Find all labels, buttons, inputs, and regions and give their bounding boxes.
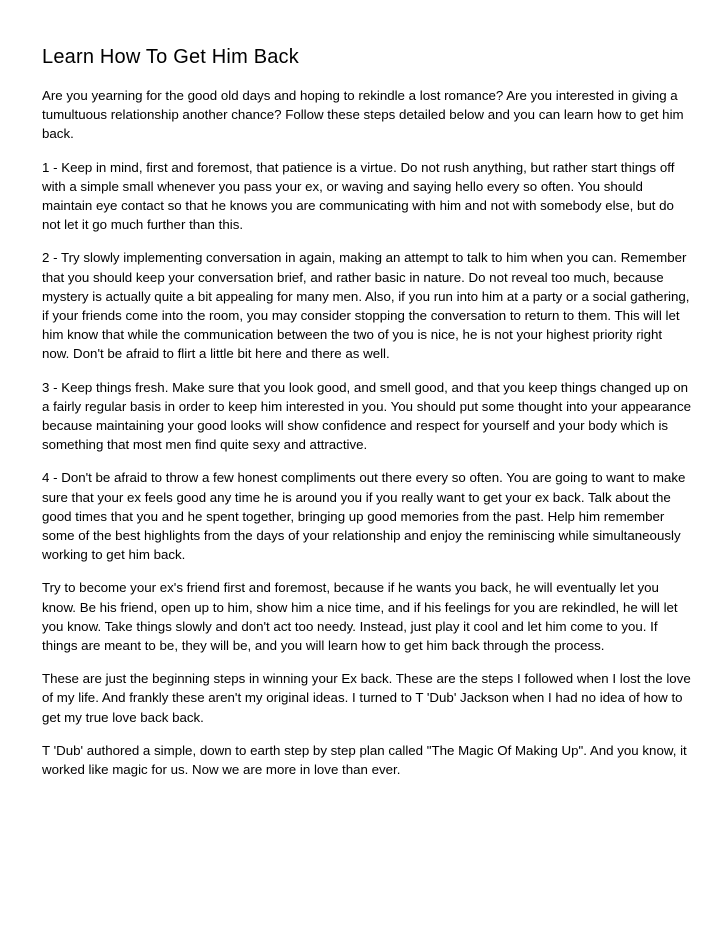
step-1-paragraph: 1 - Keep in mind, first and foremost, that patience is a virtue. Do not rush anything, but rather start things off with a simple small whenever you pass your ex, or waving and saying hello every so often. You should maintain eye contact so that he knows you are communicating with him and not with somebody else, but do not let it go much further than this. bbox=[42, 159, 675, 233]
beginning-steps-paragraph: These are just the beginning steps in winning your Ex back. These are the steps I followed when I lost the love of my life. And frankly these aren't my original ideas. I turned to T 'Dub' Jackson when I had no idea of how to get my true love back back. bbox=[42, 671, 691, 725]
document-body bbox=[42, 86, 692, 779]
intro-paragraph: Are you yearning for the good old days and hoping to rekindle a lost romance? Are you interested in giving a tumultuous relationship another chance? Follow these steps detailed below and you can learn how to get him back. bbox=[42, 88, 684, 142]
closing-paragraph: T 'Dub' authored a simple, down to earth step by step plan called "The Magic Of Making Up". And you know, it worked like magic for us. Now we are more in love than ever. bbox=[42, 742, 687, 778]
step-2-paragraph: 2 - Try slowly implementing conversation in again, making an attempt to talk to him when you can. Remember that you should keep your conversation brief, and rather basic in nature. Do not reveal too much, because mystery is actually quite a bit appealing for many men. Also, if you run into him at a party or a social gathering, if your friends come into the room, you may consider stopping the conversation to return to them. This will let him know that while the communication between the two of you is nice, he is not your highest priority right now. Don't be afraid to flirt a little bit here and there as well. bbox=[42, 250, 690, 362]
step-4-paragraph: 4 - Don't be afraid to throw a few honest compliments out there every so often. You are going to want to make sure that your ex feels good any time he is around you if you really want to get your ex back. Talk about the good times that you and he spent together, bringing up good memories from the past. Help him remember some of the best highlights from the days of your relationship and enjoy the reminiscing while simultaneously working to get him back. bbox=[42, 470, 686, 563]
step-3-paragraph: 3 - Keep things fresh. Make sure that you look good, and smell good, and that you keep things changed up on a fairly regular basis in order to keep him interested in you. You should put some thought into your appearance because maintaining your good looks will show confidence and respect for yourself and your body which is something that most men find quite sexy and attractive. bbox=[42, 379, 691, 453]
document-page bbox=[42, 44, 692, 793]
friendship-paragraph: Try to become your ex's friend first and foremost, because if he wants you back, he will eventually let you know. Be his friend, open up to him, show him a nice time, and if his feelings for you are rekindled, he will let you know. Take things slowly and don't act too needy. Instead, just play it cool and let him come to you. If things are meant to be, they will be, and you will learn how to get him back through the process. bbox=[42, 580, 678, 654]
document-title: Learn How To Get Him Back bbox=[42, 46, 299, 68]
